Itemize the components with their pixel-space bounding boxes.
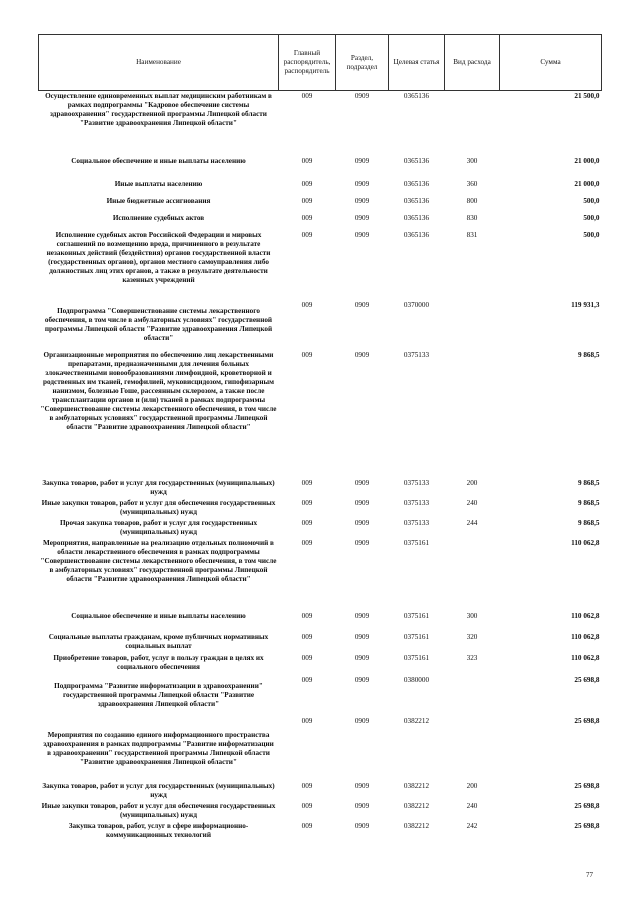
row-type: 300 <box>466 611 478 620</box>
row-name: Закупка товаров, работ и услуг для государственных (муниципальных) нужд <box>42 781 275 799</box>
row-section: 0909 <box>354 821 370 830</box>
row-section: 0909 <box>354 518 370 527</box>
row-sum: 21 000,0 <box>574 156 600 165</box>
row-name: Приобретение товаров, работ, услуг в пользу граждан в целях их социального обеспечения <box>53 653 264 671</box>
row-type <box>445 300 500 350</box>
row-type: 240 <box>466 498 478 507</box>
row-target: 0375161 <box>403 611 430 620</box>
row-section: 0909 <box>354 653 370 662</box>
row-type: 831 <box>466 230 478 239</box>
table-row <box>39 498 602 518</box>
row-name: Иные закупки товаров, работ и услуг для обеспечения государственных (муниципальных) нужд <box>41 498 276 516</box>
row-admin: 009 <box>301 156 313 165</box>
table-row <box>39 801 602 821</box>
row-admin: 009 <box>301 213 313 222</box>
row-sum: 110 062,8 <box>571 538 600 547</box>
row-target: 0375161 <box>403 538 430 547</box>
header-admin: Главный распорядитель, распорядитель <box>279 35 336 91</box>
row-admin: 009 <box>301 611 313 620</box>
row-target: 0375133 <box>403 478 430 487</box>
row-sum: 9 868,5 <box>577 498 600 507</box>
row-admin: 009 <box>301 478 313 487</box>
row-admin: 009 <box>301 538 313 547</box>
row-admin: 009 <box>301 518 313 527</box>
row-section: 0909 <box>354 478 370 487</box>
row-admin: 009 <box>301 653 313 662</box>
row-section: 0909 <box>354 230 370 239</box>
row-sum: 110 062,8 <box>571 611 600 620</box>
row-name: Организационные мероприятия по обеспечению лиц лекарственными препаратами, предназначенными для лечения больных злокачественными новообразованиями лимфоидной, кроветворной и родственных им тканей, гемофилией, муковисцидозом, гипофизарным нанизмом, болезнью Гоше, рассеянным склерозом, а также после трансплантации органов и (или) тканей в рамках подпрограммы "Совершенствование системы лекарственного обеспечения, в том числе в амбулаторных условиях" государственной программы Липецкой области "Развитие здравоохранения Липецкой области" <box>40 350 277 431</box>
row-name: Исполнение судебных актов <box>112 213 205 222</box>
row-type: 244 <box>466 518 478 527</box>
row-section: 0909 <box>354 92 370 100</box>
row-sum: 9 868,5 <box>577 518 600 527</box>
row-type: 240 <box>466 801 478 810</box>
row-section: 0909 <box>354 632 370 641</box>
row-target: 0365136 <box>403 179 430 188</box>
row-name: Социальное обеспечение и иные выплаты населению <box>71 156 246 165</box>
row-section: 0909 <box>354 213 370 222</box>
table-row <box>39 632 602 653</box>
row-target: 0375133 <box>403 498 430 507</box>
row-type: 300 <box>466 156 478 165</box>
row-type: 242 <box>466 821 478 830</box>
row-admin: 009 <box>301 821 313 830</box>
budget-table <box>38 34 602 841</box>
row-section: 0909 <box>354 801 370 810</box>
row-admin: 009 <box>301 781 313 790</box>
row-target: 0382212 <box>403 821 430 830</box>
row-name: Мероприятия по созданию единого информационного пространства здравоохранения в рамках подпрограммы "Развитие информатизации в здравоохранении" государственной программы Липецкой области "Развитие здравоохранения Липецкой области" <box>43 730 274 766</box>
row-admin: 009 <box>301 675 313 684</box>
row-type: 360 <box>466 179 478 188</box>
row-admin: 009 <box>301 300 313 309</box>
row-sum: 25 698,8 <box>574 716 600 725</box>
row-sum: 25 698,8 <box>574 675 600 684</box>
row-section: 0909 <box>354 611 370 620</box>
row-sum: 500,0 <box>583 230 600 239</box>
row-name: Мероприятия, направленные на реализацию отдельных полномочий в области лекарственного обеспечения в рамках подпрограммы "Совершенствование системы лекарственного обеспечения, в том числе в амбулаторных условиях" государственной программы Липецкой области "Развитие здравоохранения Липецкой области" <box>40 538 277 583</box>
row-sum: 21 500,0 <box>574 92 600 100</box>
row-target: 0375161 <box>403 653 430 662</box>
row-section: 0909 <box>354 675 370 684</box>
row-target: 0365136 <box>403 196 430 205</box>
row-sum: 500,0 <box>583 196 600 205</box>
row-admin: 009 <box>301 716 313 725</box>
table-row <box>39 300 602 350</box>
row-name: Социальные выплаты гражданам, кроме публичных нормативных социальных выплат <box>48 632 269 650</box>
row-target: 0370000 <box>403 300 430 309</box>
row-sum: 25 698,8 <box>574 821 600 830</box>
row-admin: 009 <box>301 196 313 205</box>
row-sum: 119 931,3 <box>571 300 600 309</box>
row-section: 0909 <box>354 300 370 309</box>
row-section: 0909 <box>354 781 370 790</box>
row-sum: 110 062,8 <box>571 653 600 662</box>
table-row <box>39 213 602 230</box>
header-section: Раздел, подраздел <box>336 35 389 91</box>
row-admin: 009 <box>301 498 313 507</box>
row-admin: 009 <box>301 92 313 100</box>
row-name: Закупка товаров, работ, услуг в сфере информационно-коммуникационных технологий <box>68 821 249 839</box>
row-type: 200 <box>466 478 478 487</box>
row-target: 0380000 <box>403 675 430 684</box>
row-section: 0909 <box>354 538 370 547</box>
header-sum: Сумма <box>500 35 602 91</box>
row-section: 0909 <box>354 716 370 725</box>
row-target: 0382212 <box>403 781 430 790</box>
row-section: 0909 <box>354 350 370 359</box>
row-sum: 25 698,8 <box>574 801 600 810</box>
row-name: Подпрограмма "Развитие информатизации в здравоохранении" государственной программы Липецкой области "Развитие здравоохранения Липецкой области" <box>54 682 263 708</box>
row-target: 0375133 <box>403 350 430 359</box>
table-row <box>39 156 602 179</box>
row-sum: 9 868,5 <box>577 350 600 359</box>
row-name: Иные бюджетные ассигнования <box>106 196 211 205</box>
table-row <box>39 196 602 213</box>
row-target: 0365136 <box>403 156 430 165</box>
row-type <box>445 675 500 716</box>
row-section: 0909 <box>354 179 370 188</box>
row-name: Закупка товаров, работ и услуг для государственных (муниципальных) нужд <box>42 478 275 496</box>
table-row <box>39 653 602 675</box>
row-type: 800 <box>466 196 478 205</box>
header-name: Наименование <box>39 35 279 91</box>
table-row <box>39 518 602 538</box>
table-row <box>39 781 602 801</box>
row-type: 200 <box>466 781 478 790</box>
table-row <box>39 179 602 196</box>
row-name: Осуществление единовременных выплат медицинским работникам в рамках подпрограммы "Кадровое обеспечение системы здравоохранения" государственной программы Липецкой области "Развитие здравоохранения Липецкой области" <box>45 92 272 127</box>
row-type <box>445 538 500 611</box>
row-target: 0382212 <box>403 801 430 810</box>
row-target: 0382212 <box>403 716 430 725</box>
row-target: 0365136 <box>403 230 430 239</box>
header-target: Целевая статья <box>389 35 445 91</box>
row-admin: 009 <box>301 801 313 810</box>
row-type <box>445 716 500 781</box>
row-type: 323 <box>466 653 478 662</box>
row-name: Прочая закупка товаров, работ и услуг для государственных (муниципальных) нужд <box>59 518 258 536</box>
row-name: Иные закупки товаров, работ и услуг для обеспечения государственных (муниципальных) нужд <box>41 801 276 819</box>
table-row <box>39 821 602 841</box>
table-row <box>39 350 602 478</box>
row-admin: 009 <box>301 230 313 239</box>
row-sum: 21 000,0 <box>574 179 600 188</box>
table-body <box>39 91 602 841</box>
row-admin: 009 <box>301 179 313 188</box>
table-row <box>39 91 602 156</box>
row-name: Социальное обеспечение и иные выплаты населению <box>71 611 246 620</box>
table-row <box>39 230 602 300</box>
header-type: Вид расхода <box>445 35 500 91</box>
row-admin: 009 <box>301 350 313 359</box>
row-target: 0375133 <box>403 518 430 527</box>
row-target: 0365136 <box>403 92 430 100</box>
row-type <box>445 91 500 156</box>
row-sum: 110 062,8 <box>571 632 600 641</box>
row-name: Подпрограмма "Совершенствование системы лекарственного обеспечения, в том числе в амбулаторных условиях" государственной программы Липецкой области "Развитие здравоохранения Липецкой области" <box>44 307 273 342</box>
row-sum: 25 698,8 <box>574 781 600 790</box>
row-sum: 500,0 <box>583 213 600 222</box>
row-type: 830 <box>466 213 478 222</box>
row-target: 0375161 <box>403 632 430 641</box>
table-row <box>39 611 602 632</box>
page-number: 77 <box>586 871 593 879</box>
row-type: 320 <box>466 632 478 641</box>
row-type <box>445 350 500 478</box>
row-sum: 9 868,5 <box>577 478 600 487</box>
row-section: 0909 <box>354 498 370 507</box>
table-row <box>39 675 602 716</box>
table-header-row <box>39 35 602 91</box>
row-target: 0365136 <box>403 213 430 222</box>
row-name: Исполнение судебных актов Российской Федерации и мировых соглашений по возмещению вреда, причиненного в результате незаконных действий (бездействия) органов государственной власти (государственных органов), органов местного самоуправления либо должностных лиц этих органов, а также в результате деятельности казенных учреждений <box>46 230 271 284</box>
row-section: 0909 <box>354 196 370 205</box>
table-row <box>39 538 602 611</box>
table-row <box>39 716 602 781</box>
row-section: 0909 <box>354 156 370 165</box>
row-admin: 009 <box>301 632 313 641</box>
row-name: Иные выплаты населению <box>114 179 203 188</box>
table-row <box>39 478 602 498</box>
